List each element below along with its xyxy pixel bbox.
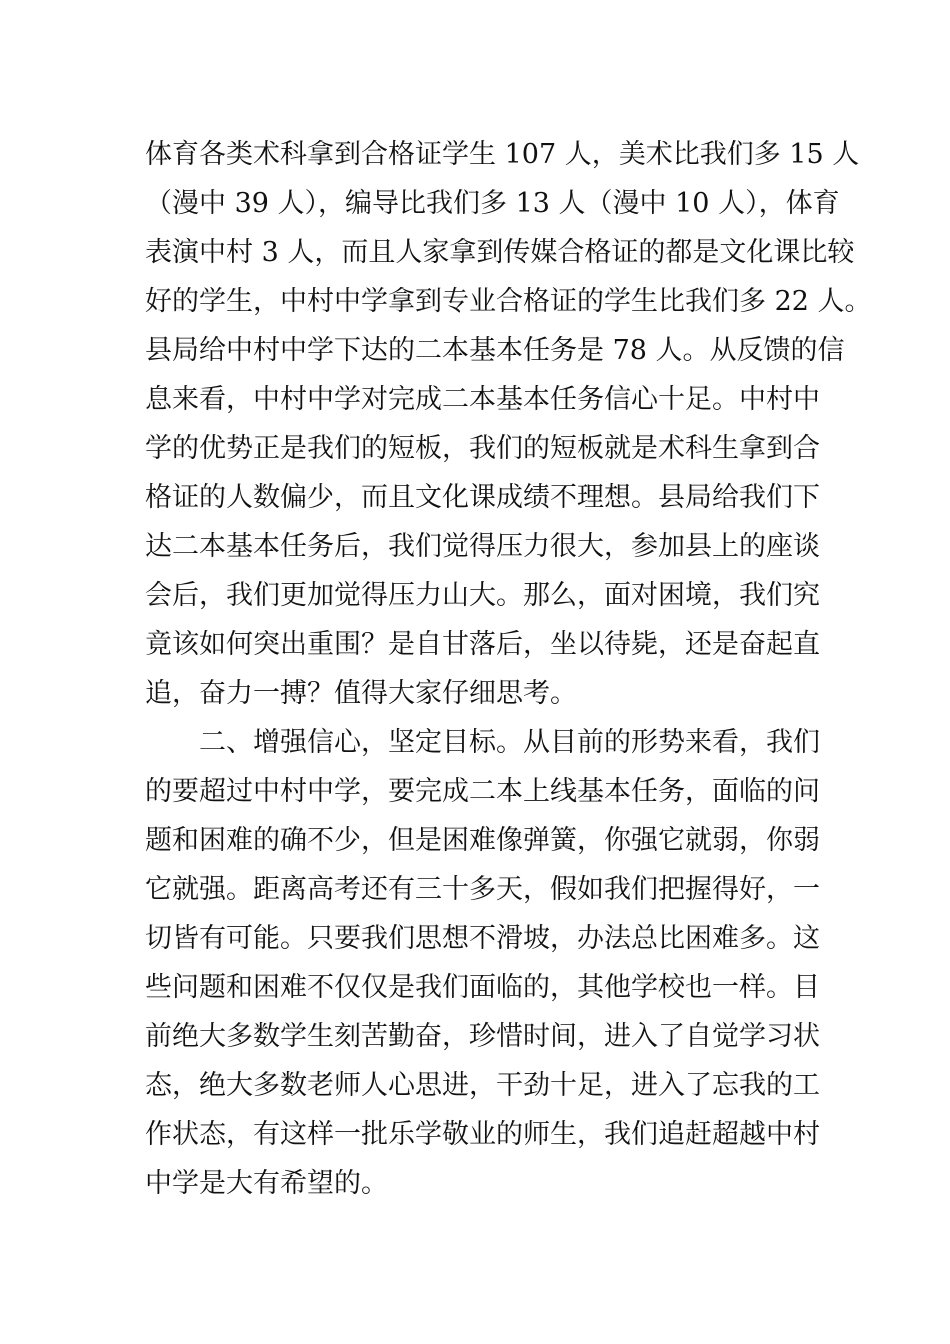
text-line: 中学是大有希望的。 — [145, 1168, 388, 1199]
text-line: 些问题和困难不仅仅是我们面临的，其他学校也一样。目 — [145, 972, 820, 1003]
text-line: 追，奋力一搏？值得大家仔细思考。 — [145, 678, 577, 709]
text-line: 县局给中村中学下达的二本基本任务是 78 人。从反馈的信 — [145, 335, 845, 366]
text-line: 表演中村 3 人，而且人家拿到传媒合格证的都是文化课比较 — [145, 237, 855, 268]
text-line: 息来看，中村中学对完成二本基本任务信心十足。中村中 — [145, 384, 820, 415]
text-line: 达二本基本任务后，我们觉得压力很大，参加县上的座谈 — [145, 531, 820, 562]
text-line: 的要超过中村中学，要完成二本上线基本任务，面临的问 — [145, 776, 820, 807]
text-line: 竟该如何突出重围？是自甘落后，坐以待毙，还是奋起直 — [145, 629, 820, 660]
text-line: 题和困难的确不少，但是困难像弹簧，你强它就弱，你弱 — [145, 825, 820, 856]
text-line: （漫中 39 人），编导比我们多 13 人（漫中 10 人），体育 — [145, 188, 840, 219]
document-body — [145, 130, 872, 1208]
text-line: 前绝大多数学生刻苦勤奋，珍惜时间，进入了自觉学习状 — [145, 1021, 820, 1052]
text-line: 好的学生，中村中学拿到专业合格证的学生比我们多 22 人。 — [145, 286, 872, 317]
text-line: 作状态，有这样一批乐学敬业的师生，我们追赶超越中村 — [145, 1119, 820, 1150]
text-line: 会后，我们更加觉得压力山大。那么，面对困境，我们究 — [145, 580, 820, 611]
text-line: 切皆有可能。只要我们思想不滑坡，办法总比困难多。这 — [145, 923, 820, 954]
text-line: 体育各类术科拿到合格证学生 107 人，美术比我们多 15 人 — [145, 139, 860, 170]
text-line: 态，绝大多数老师人心思进，干劲十足，进入了忘我的工 — [145, 1070, 820, 1101]
text-line: 学的优势正是我们的短板，我们的短板就是术科生拿到合 — [145, 433, 820, 464]
text-line: 格证的人数偏少，而且文化课成绩不理想。县局给我们下 — [145, 482, 820, 513]
text-line: 它就强。距离高考还有三十多天，假如我们把握得好，一 — [145, 874, 820, 905]
paragraph-start-line: 二、增强信心，坚定目标。从目前的形势来看，我们 — [199, 727, 820, 758]
